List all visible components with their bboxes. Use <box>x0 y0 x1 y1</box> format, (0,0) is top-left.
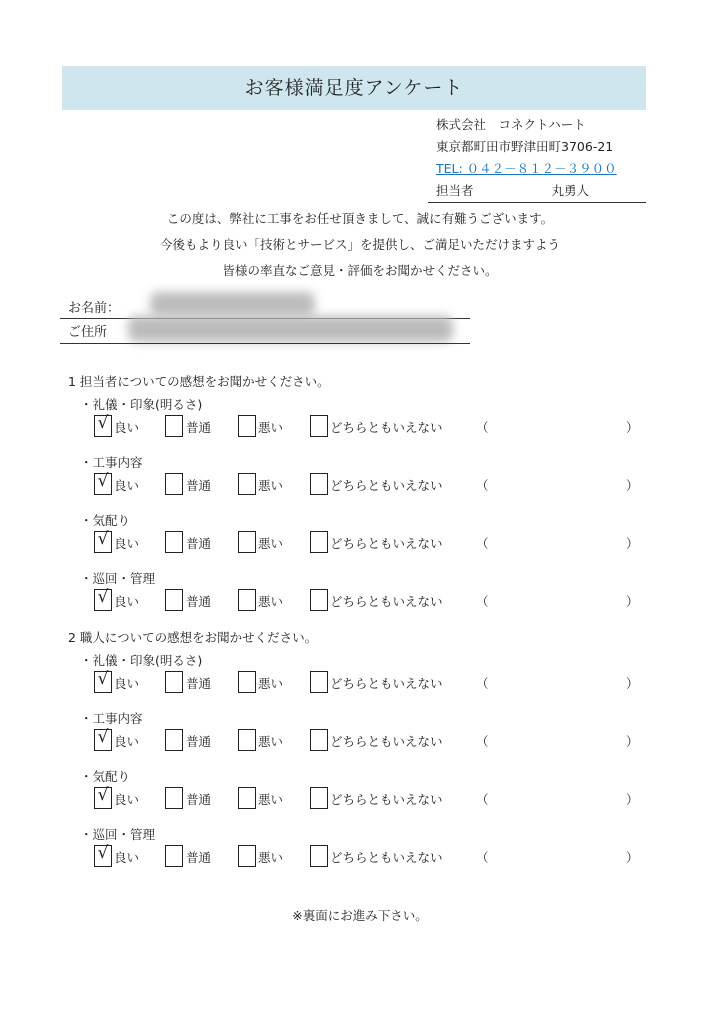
option-checkbox[interactable] <box>165 589 183 611</box>
comment-paren-open: （ <box>476 792 489 807</box>
option-checkbox[interactable] <box>310 671 328 693</box>
option-label: どちらともいえない <box>330 734 443 749</box>
option-label: 良い <box>114 594 140 609</box>
comment-paren-close: ） <box>626 594 639 609</box>
question-label: ・工事内容 <box>80 455 143 470</box>
answer-row <box>0 787 720 811</box>
option-checkbox[interactable] <box>165 729 183 751</box>
option-label: 良い <box>114 536 140 551</box>
address-redaction <box>128 316 453 342</box>
comment-paren-close: ） <box>626 478 639 493</box>
answer-row <box>0 845 720 869</box>
option-label: 悪い <box>258 536 284 551</box>
option-label: 良い <box>114 676 140 691</box>
option-label: 普通 <box>186 850 212 865</box>
option-label: 普通 <box>186 734 212 749</box>
option-checkbox[interactable] <box>310 787 328 809</box>
option-checkbox[interactable] <box>165 845 183 867</box>
option-checkbox[interactable] <box>165 787 183 809</box>
option-checkbox[interactable] <box>310 531 328 553</box>
comment-paren-open: （ <box>476 676 489 691</box>
question-label: ・工事内容 <box>80 711 143 726</box>
comment-paren-close: ） <box>626 734 639 749</box>
option-label: 悪い <box>258 792 284 807</box>
option-checkbox[interactable] <box>238 729 256 751</box>
option-checkbox[interactable] <box>310 589 328 611</box>
option-checkbox[interactable] <box>238 787 256 809</box>
address-label: ご住所 <box>68 325 108 340</box>
check-mark-icon: √ <box>97 413 109 433</box>
comment-paren-open: （ <box>476 594 489 609</box>
intro-line: 皆様の率直なご意見・評価をお聞かせください。 <box>222 263 498 278</box>
check-mark-icon: √ <box>97 843 109 863</box>
comment-paren-open: （ <box>476 420 489 435</box>
option-label: どちらともいえない <box>330 676 443 691</box>
option-label: どちらともいえない <box>330 420 443 435</box>
option-checkbox[interactable] <box>310 415 328 437</box>
check-mark-icon: √ <box>97 727 109 747</box>
name-label: お名前： <box>68 301 121 316</box>
comment-paren-close: ） <box>626 850 639 865</box>
option-label: 普通 <box>186 594 212 609</box>
option-checkbox[interactable] <box>94 589 112 611</box>
company-name: 株式会社 コネクトハート <box>436 117 586 132</box>
comment-paren-open: （ <box>476 734 489 749</box>
section-title: 1 担当者についての感想をお聞かせください。 <box>68 374 330 389</box>
option-checkbox[interactable] <box>94 787 112 809</box>
option-label: 普通 <box>186 536 212 551</box>
intro-line: この度は、弊社に工事をお任せ頂きまして、誠に有難うございます。 <box>166 211 554 226</box>
option-checkbox[interactable] <box>94 845 112 867</box>
option-label: 普通 <box>186 420 212 435</box>
check-mark-icon: √ <box>97 587 109 607</box>
page-title: お客様満足度アンケート <box>244 77 464 99</box>
answer-row <box>0 531 720 555</box>
option-checkbox[interactable] <box>94 531 112 553</box>
option-label: どちらともいえない <box>330 792 443 807</box>
option-checkbox[interactable] <box>165 473 183 495</box>
comment-paren-open: （ <box>476 478 489 493</box>
option-checkbox[interactable] <box>165 415 183 437</box>
option-label: 悪い <box>258 676 284 691</box>
option-checkbox[interactable] <box>238 589 256 611</box>
check-mark-icon: √ <box>97 529 109 549</box>
option-checkbox[interactable] <box>238 531 256 553</box>
title-bar <box>62 66 646 110</box>
option-label: 悪い <box>258 594 284 609</box>
section-title: 2 職人についての感想をお聞かせください。 <box>68 630 318 645</box>
option-checkbox[interactable] <box>238 845 256 867</box>
comment-paren-close: ） <box>626 536 639 551</box>
question-label: ・礼儀・印象(明るさ) <box>80 653 203 668</box>
comment-paren-close: ） <box>626 676 639 691</box>
answer-row <box>0 729 720 753</box>
option-checkbox[interactable] <box>94 415 112 437</box>
representative <box>436 180 617 202</box>
comment-paren-close: ） <box>626 792 639 807</box>
rep-divider <box>428 202 646 203</box>
intro-text <box>0 206 720 284</box>
question-label: ・気配り <box>80 769 131 784</box>
check-mark-icon: √ <box>97 785 109 805</box>
company-address: 東京都町田市野津田町3706-21 <box>436 139 614 154</box>
option-label: 良い <box>114 420 140 435</box>
footer-note: ※裏面にお進み下さい。 <box>292 908 428 923</box>
option-checkbox[interactable] <box>238 473 256 495</box>
answer-row <box>0 473 720 497</box>
option-label: 普通 <box>186 676 212 691</box>
option-label: 良い <box>114 734 140 749</box>
option-checkbox[interactable] <box>165 531 183 553</box>
comment-paren-open: （ <box>476 536 489 551</box>
option-checkbox[interactable] <box>94 729 112 751</box>
comment-paren-close: ） <box>626 420 639 435</box>
option-label: どちらともいえない <box>330 536 443 551</box>
option-checkbox[interactable] <box>310 729 328 751</box>
option-label: 良い <box>114 478 140 493</box>
question-label: ・巡回・管理 <box>80 571 156 586</box>
question-label: ・気配り <box>80 513 131 528</box>
option-label: 普通 <box>186 792 212 807</box>
check-mark-icon: √ <box>97 471 109 491</box>
intro-line: 今後もより良い「技術とサービス」を提供し、ご満足いただけますよう <box>159 237 560 252</box>
option-checkbox[interactable] <box>94 671 112 693</box>
rep-name: 丸勇人 <box>551 183 589 198</box>
option-label: 悪い <box>258 734 284 749</box>
answer-row <box>0 415 720 439</box>
question-label: ・礼儀・印象(明るさ) <box>80 397 203 412</box>
rep-label: 担当者 <box>436 183 474 198</box>
check-mark-icon: √ <box>97 669 109 689</box>
comment-paren-open: （ <box>476 850 489 865</box>
answer-row <box>0 589 720 613</box>
company-info <box>436 114 617 202</box>
option-checkbox[interactable] <box>238 671 256 693</box>
company-tel-link[interactable]: TEL: ０４２－８１２－３９００ <box>436 161 617 176</box>
option-label: どちらともいえない <box>330 850 443 865</box>
option-label: どちらともいえない <box>330 478 443 493</box>
option-label: 悪い <box>258 420 284 435</box>
option-label: 悪い <box>258 850 284 865</box>
address-line <box>60 343 470 344</box>
question-label: ・巡回・管理 <box>80 827 156 842</box>
option-checkbox[interactable] <box>238 415 256 437</box>
option-checkbox[interactable] <box>310 845 328 867</box>
option-label: どちらともいえない <box>330 594 443 609</box>
option-label: 普通 <box>186 478 212 493</box>
name-redaction <box>150 292 315 316</box>
option-checkbox[interactable] <box>94 473 112 495</box>
option-checkbox[interactable] <box>165 671 183 693</box>
option-label: 悪い <box>258 478 284 493</box>
option-label: 良い <box>114 850 140 865</box>
option-checkbox[interactable] <box>310 473 328 495</box>
option-label: 良い <box>114 792 140 807</box>
answer-row <box>0 671 720 695</box>
